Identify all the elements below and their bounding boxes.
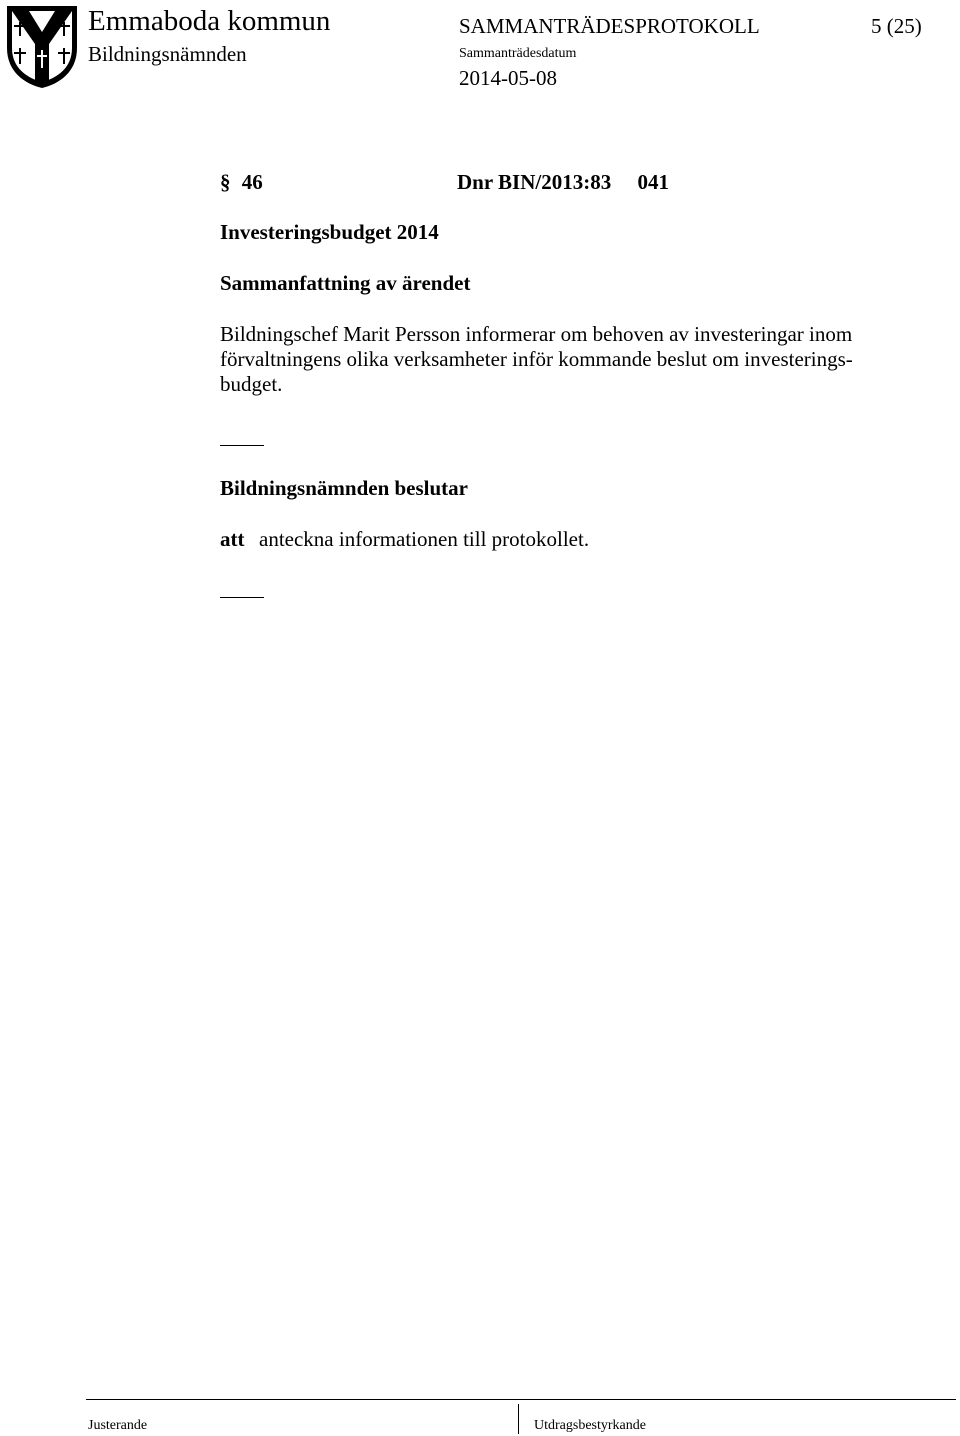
- summary-heading: Sammanfattning av ärendet: [220, 271, 471, 295]
- organization-unit: Bildningsnämnden: [88, 42, 247, 66]
- section-divider: [220, 445, 264, 446]
- paragraph-sign-icon: §: [220, 170, 231, 194]
- footer-rule: [86, 1399, 956, 1400]
- coat-of-arms-icon: [3, 2, 81, 90]
- meeting-date-value: 2014-05-08: [459, 66, 557, 90]
- footer-divider: [518, 1404, 519, 1434]
- document-type: SAMMANTRÄDESPROTOKOLL: [459, 14, 760, 38]
- summary-line: Bildningschef Marit Persson informerar om behoven av investeringar inom: [220, 322, 853, 346]
- paragraph-number-value: 46: [241, 170, 263, 194]
- decision-text: anteckna informationen till protokollet.: [259, 527, 590, 551]
- page-number: 5 (25): [871, 14, 922, 38]
- decision-heading: Bildningsnämnden beslutar: [220, 476, 469, 500]
- footer-justerande-label: Justerande: [88, 1418, 148, 1433]
- meeting-date-label: Sammanträdesdatum: [459, 46, 577, 61]
- summary-body: [220, 322, 920, 397]
- paragraph-number: [220, 170, 263, 194]
- decision-att-keyword: att: [220, 527, 245, 551]
- organization-name: Emmaboda kommun: [88, 5, 331, 37]
- summary-line: budget.: [220, 372, 283, 396]
- summary-line: förvaltningens olika verksamheter inför kommande beslut om investerings-: [220, 347, 853, 371]
- case-title: Investeringsbudget 2014: [220, 220, 439, 244]
- footer-utdragsbestyrkande-label: Utdragsbestyrkande: [534, 1418, 646, 1433]
- case-reference-number: Dnr BIN/2013:83 041: [457, 170, 669, 194]
- section-divider: [220, 597, 264, 598]
